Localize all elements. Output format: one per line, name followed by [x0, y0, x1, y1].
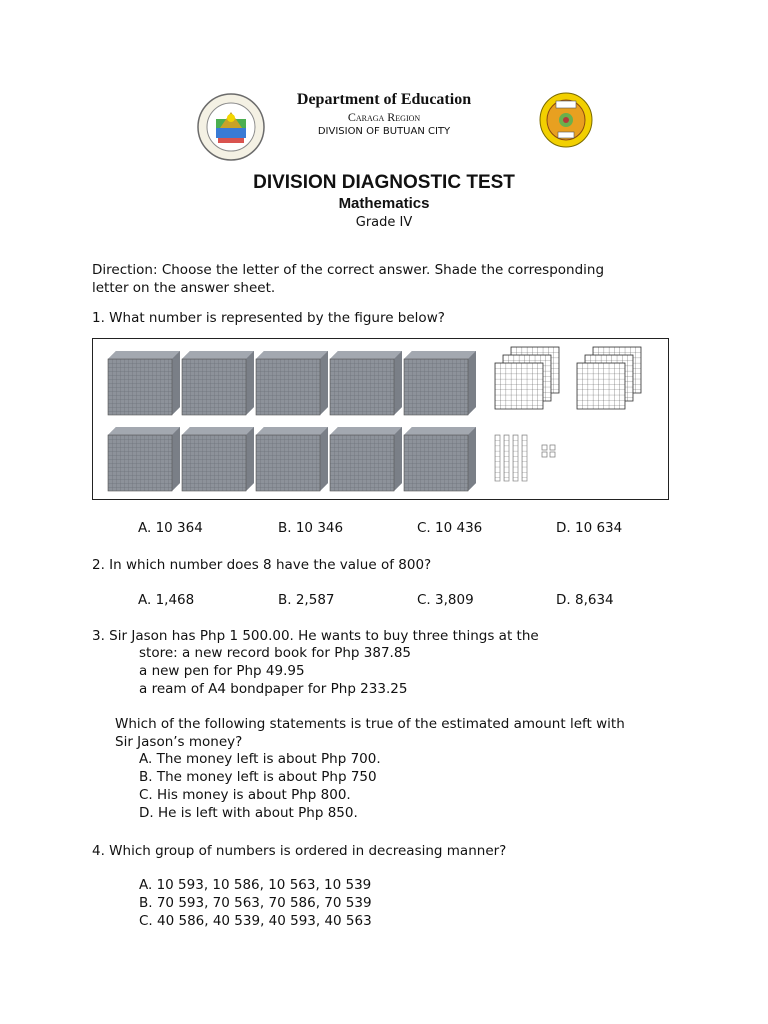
ten-rod — [504, 435, 509, 481]
question-3-prompt-line-2: Sir Jason’s money? — [115, 734, 243, 750]
question-2-option-d: D. 8,634 — [556, 592, 614, 608]
direction-line-2: letter on the answer sheet. — [92, 280, 276, 296]
question-3-option-d: D. He is left with about Php 850. — [139, 805, 358, 821]
question-3-stem-line-1: 3. Sir Jason has Php 1 500.00. He wants to buy three things at the — [92, 628, 539, 644]
unit-cube — [550, 445, 555, 450]
question-3-stem-line-2: store: a new record book for Php 387.85 — [139, 645, 412, 661]
hundred-flat — [577, 363, 625, 409]
question-1-option-a: A. 10 364 — [138, 520, 203, 536]
question-1-option-d: D. 10 634 — [556, 520, 623, 536]
question-1-option-b: B. 10 346 — [278, 520, 344, 536]
grade-level: Grade IV — [355, 215, 413, 230]
test-title: DIVISION DIAGNOSTIC TEST — [253, 172, 515, 193]
ten-rod — [495, 435, 500, 481]
question-1-option-c: C. 10 436 — [417, 520, 483, 536]
direction-line-1: Direction: Choose the letter of the correct answer. Shade the corresponding — [92, 262, 605, 278]
question-3-option-c: C. His money is about Php 800. — [139, 787, 351, 803]
question-2-stem: 2. In which number does 8 have the value of 800? — [92, 557, 432, 573]
question-3-stem-line-3: a new pen for Php 49.95 — [139, 663, 305, 679]
unit-cube — [550, 452, 555, 457]
thousand-cube — [108, 351, 180, 415]
question-2-option-a: A. 1,468 — [138, 592, 195, 608]
question-1-stem: 1. What number is represented by the figure below? — [92, 310, 445, 326]
thousand-cube — [256, 427, 328, 491]
base-ten-blocks-figure — [92, 338, 669, 500]
ten-rod — [522, 435, 527, 481]
question-4-option-a: A. 10 593, 10 586, 10 563, 10 539 — [139, 877, 372, 893]
question-3-prompt-line-1: Which of the following statements is true of the estimated amount left with — [115, 716, 625, 732]
base-ten-blocks-svg — [93, 339, 668, 499]
question-3-option-a: A. The money left is about Php 700. — [139, 751, 381, 767]
thousand-cube — [330, 427, 402, 491]
thousand-cube — [404, 427, 476, 491]
question-2-option-c: C. 3,809 — [417, 592, 474, 608]
region-name: Caraga Region — [347, 110, 421, 124]
thousand-cube — [404, 351, 476, 415]
question-4-option-b: B. 70 593, 70 563, 70 586, 70 539 — [139, 895, 372, 911]
unit-cube — [542, 452, 547, 457]
question-4-stem: 4. Which group of numbers is ordered in decreasing manner? — [92, 843, 507, 859]
unit-cube — [542, 445, 547, 450]
question-3-option-b: B. The money left is about Php 750 — [139, 769, 377, 785]
question-3-stem-line-4: a ream of A4 bondpaper for Php 233.25 — [139, 681, 408, 697]
thousand-cube — [330, 351, 402, 415]
question-2-option-b: B. 2,587 — [278, 592, 335, 608]
thousand-cube — [256, 351, 328, 415]
division-name: DIVISION OF BUTUAN CITY — [317, 126, 451, 137]
hundred-flat — [495, 363, 543, 409]
thousand-cube — [182, 351, 254, 415]
subject-name: Mathematics — [338, 195, 430, 212]
thousand-cube — [182, 427, 254, 491]
thousand-cube — [108, 427, 180, 491]
ten-rod — [513, 435, 518, 481]
department-name: Department of Education — [296, 91, 472, 108]
question-4-option-c: C. 40 586, 40 539, 40 593, 40 563 — [139, 913, 372, 929]
